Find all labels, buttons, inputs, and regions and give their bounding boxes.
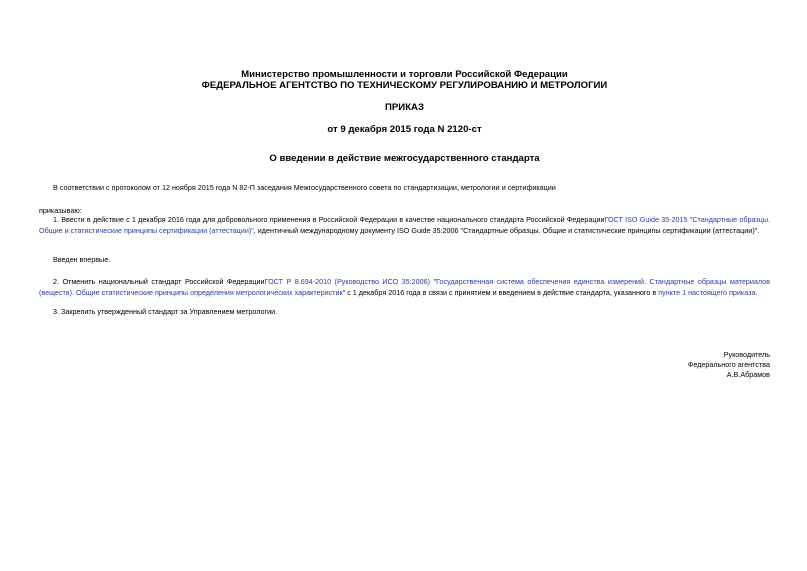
- item-3-paragraph: 3. Закрепить утвержденный стандарт за Управлением метрологии.: [53, 307, 278, 316]
- item-2-text-after: .: [755, 288, 758, 297]
- item-2-text-mid-1: ": [430, 277, 437, 286]
- signature-name: А.В.Абрамов: [726, 370, 770, 379]
- introduced-first-note: Введен впервые.: [53, 255, 111, 264]
- standard-gost-r-8-694-link[interactable]: ГОСТ Р 8.694-2010 (Руководство ИСО 35:2006): [264, 277, 431, 286]
- item-2-paragraph: [39, 276, 770, 298]
- document-type: ПРИКАЗ: [385, 102, 424, 113]
- standard-gost-iso-guide-35-link[interactable]: ГОСТ ISO Guide 35-2015 "Стандартные образцы. Общие и статистические принципы сертификации (аттестации)": [39, 215, 770, 235]
- agency-name: ФЕДЕРАЛЬНОЕ АГЕНТСТВО ПО ТЕХНИЧЕСКОМУ РЕГУЛИРОВАНИЮ И МЕТРОЛОГИИ: [201, 80, 608, 91]
- signature-title: Руководитель: [723, 350, 770, 359]
- item-2-text-before: 2. Отменить национальный стандарт Российской Федерации: [53, 277, 265, 286]
- document-page: [39, 0, 770, 571]
- document-date-number: от 9 декабря 2015 года N 2120-ст: [327, 124, 482, 135]
- orders-word: приказываю:: [39, 206, 82, 215]
- ministry-name: Министерство промышленности и торговли Российской Федерации: [241, 69, 568, 80]
- item-1-text-before: 1. Ввести в действие с 1 декабря 2016 года для добровольного применения в Российской Федерации в качестве национального стандарта Российской Федерации: [53, 215, 605, 224]
- signature-agency: Федерального агентства: [687, 360, 770, 369]
- item-1-reference-link[interactable]: пункте 1 настоящего приказа: [658, 288, 756, 297]
- item-2-text-mid-2: " с 1 декабря 2016 года в связи с принятием и введением в действие стандарта, указанного в: [342, 288, 659, 297]
- item-1-paragraph: [39, 214, 770, 236]
- standard-title-link[interactable]: Государственная система обеспечения единства измерений. Стандартные образцы материалов (веществ). Общие статистические принципы определения метрологических характеристик: [39, 277, 770, 297]
- item-1-text-after: , идентичный международному документу ISO Guide 35:2006 "Стандартные образцы. Общие и статистические принципы сертификации (аттестации)".: [253, 226, 760, 235]
- preamble-paragraph: В соответствии с протоколом от 12 ноября 2015 года N 82-П заседания Межгосударственного совета по стандартизации, метрологии и сертификации: [53, 183, 556, 192]
- document-subject: О введении в действие межгосударственного стандарта: [269, 153, 540, 164]
